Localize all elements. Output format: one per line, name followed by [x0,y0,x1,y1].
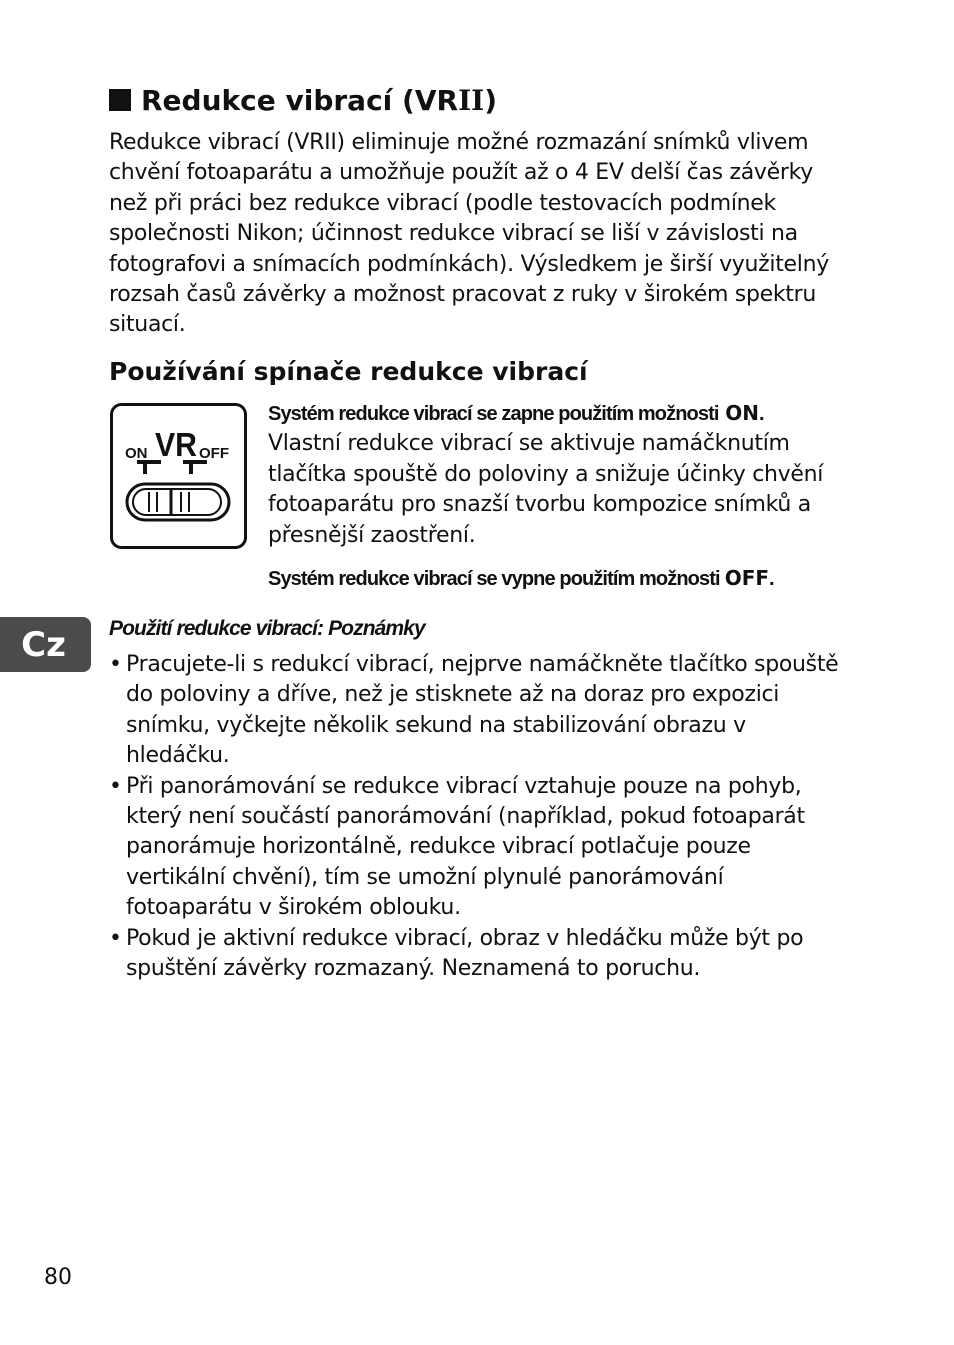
section-title [109,84,497,117]
language-tab: Cz [0,617,91,672]
list-item [109,650,849,772]
on-period: . [758,403,764,425]
note-text: Při panorámování se redukce vibrací vztahuje pouze na pohyb, který není součástí panorámování (například, pokud fotoaparát panorámuje horizontálně, redukce vibrací potlačuje pouze vertikální chvění), tím se umožní plynulé panorámování fotoaparátu v širokém oblouku. [126,773,805,921]
switch-on-label: ON [125,445,148,462]
vr-switch-illustration [109,402,249,550]
notes-heading: Použití redukce vibrací: Poznámky [109,617,425,640]
list-item [109,772,849,924]
bullet-icon: • [109,925,122,951]
off-lead: Systém redukce vibrací se vypne použitím možnosti [268,568,720,590]
list-item [109,924,849,985]
section-square-icon [109,89,131,111]
notes-list [109,650,849,984]
switch-off-label: OFF [199,445,229,462]
bullet-icon: • [109,652,122,677]
switch-vr-label: VR [155,426,198,463]
title-close-paren: ) [484,84,498,117]
title-roman-numeral: II [458,84,485,117]
note-text: Pokud je aktivní redukce vibrací, obraz v hledáčku může být po spuštění závěrky rozmazaný. Neznamená to poruchu. [126,925,804,982]
off-period: . [769,568,774,590]
switch-off-description [268,566,774,591]
bullet-icon: • [109,773,122,799]
switch-on-description [268,398,858,551]
on-keyword: ON [725,401,759,425]
title-text: Redukce vibrací (VR [141,84,459,117]
on-body-text: Vlastní redukce vibrací se aktivuje namáčknutím tlačítka spouště do poloviny a snižuje účinky chvění fotoaparátu pro snazší tvorbu kompozice snímků a přesnější zaostření. [268,431,824,548]
switch-slider [133,489,221,515]
subsection-heading: Používání spínače redukce vibrací [109,357,588,386]
off-keyword: OFF [724,566,770,590]
note-text: Pracujete-li s redukcí vibrací, nejprve namáčkněte tlačítko spouště do poloviny a dříve, než je stisknete až na doraz pro expozici snímku, vyčkejte několik sekund na stabilizování obrazu v hledáčku. [126,652,839,769]
page-number: 80 [44,1265,72,1290]
switch-on-marker-icon [137,462,161,474]
switch-off-marker-icon [183,462,207,474]
intro-paragraph: Redukce vibrací (VRII) eliminuje možné rozmazání snímků vlivem chvění fotoaparátu a umožňuje použít až o 4 EV delší čas závěrky než při práci bez redukce vibrací (podle testovacích podmínek společnosti Nikon; účinnost redukce vibrací se liší v závislosti na fotografovi a snímacích podmínkách). Výsledkem je širší využitelný rozsah časů závěrky a možnost pracovat z ruky v širokém spektru situací. [109,130,829,338]
on-lead: Systém redukce vibrací se zapne použitím možnosti [268,403,719,425]
